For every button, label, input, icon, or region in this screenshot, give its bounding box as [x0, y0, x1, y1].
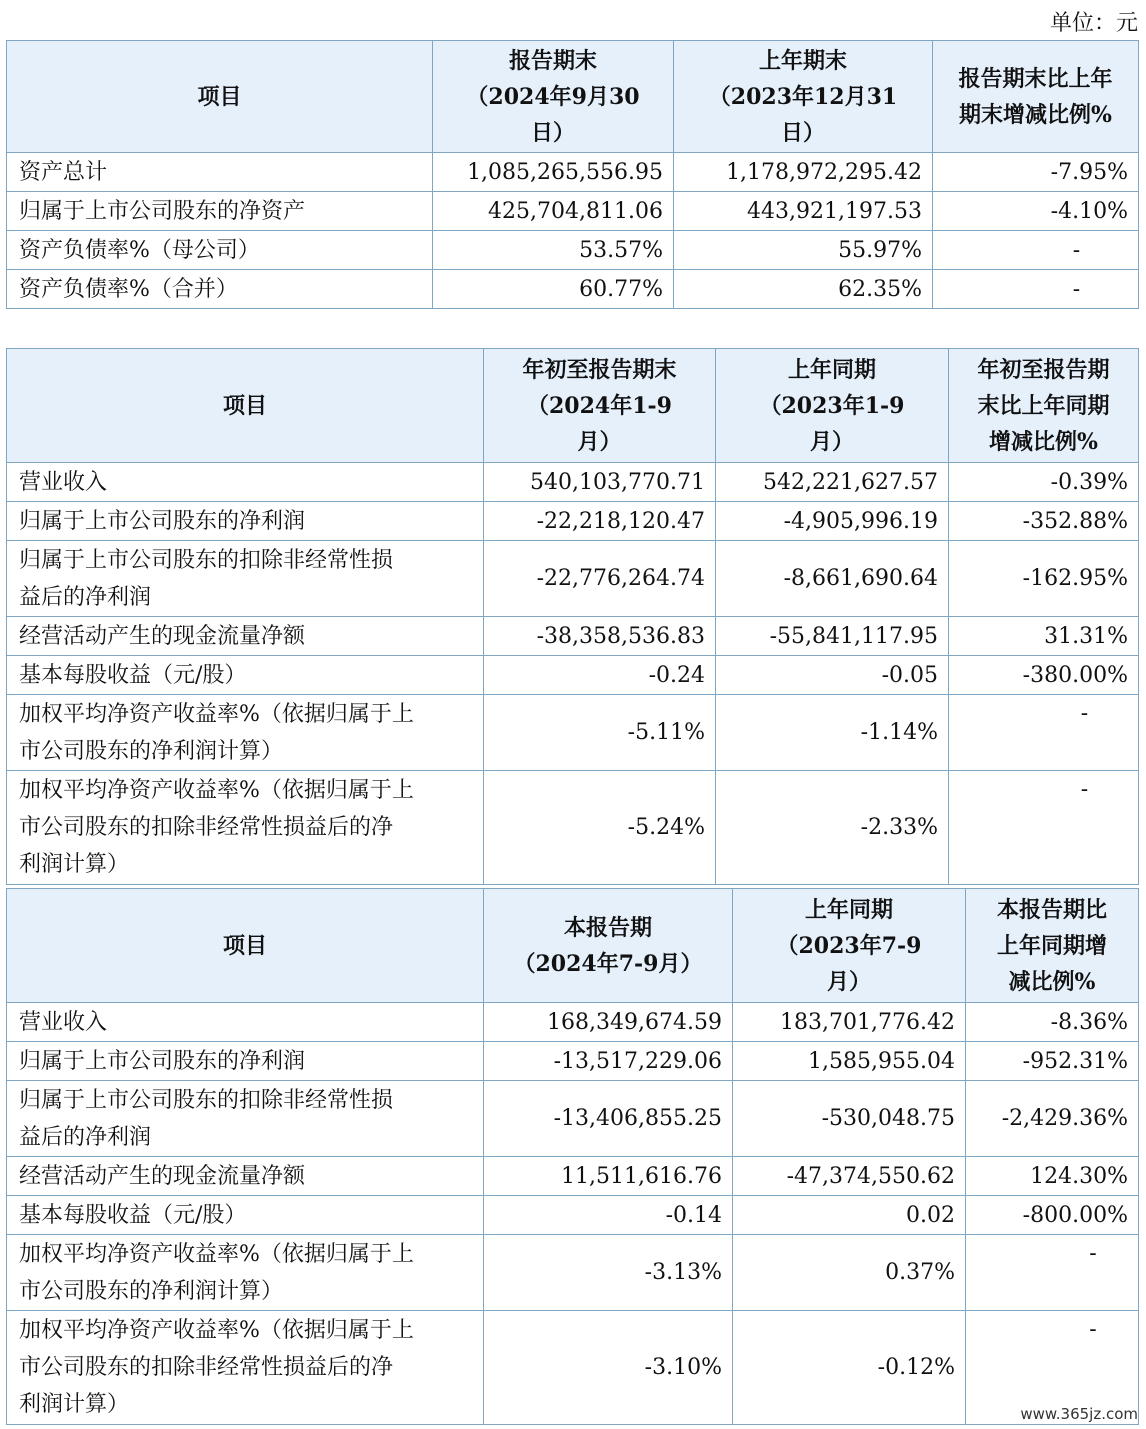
table-row	[7, 1157, 1139, 1196]
row-label	[7, 1081, 484, 1157]
value-prior: 62.35%	[674, 270, 933, 309]
change-pct: -162.95%	[949, 541, 1139, 617]
value-prior: 1,585,955.04	[733, 1042, 966, 1081]
change-pct: -8.36%	[966, 1003, 1139, 1042]
change-pct: -	[966, 1311, 1139, 1425]
column-header-line: 年初至报告期末	[522, 356, 677, 383]
row-label	[7, 656, 484, 695]
column-header-line: 上年同期增	[996, 932, 1107, 959]
value-prior: 1,178,972,295.42	[674, 153, 933, 192]
row-label	[7, 1157, 484, 1196]
column-header-line: 报告期末	[508, 47, 597, 74]
change-pct: -	[949, 695, 1139, 771]
column-header-line: （2023年7-9	[776, 932, 922, 959]
column-header-line: 增减比例%	[989, 428, 1098, 455]
change-pct: 124.30%	[966, 1157, 1139, 1196]
change-pct: -2,429.36%	[966, 1081, 1139, 1157]
value-prior: -55,841,117.95	[716, 617, 949, 656]
table-row	[7, 695, 1139, 771]
table-row	[7, 1003, 1139, 1042]
row-label-line: 经营活动产生的现金流量净额	[19, 1163, 306, 1189]
column-header-line: （2024年1-9	[527, 392, 672, 419]
value-prior: -0.05	[716, 656, 949, 695]
column-header-line: 上年同期	[804, 896, 893, 923]
column-header-line: （2024年7-9月）	[513, 950, 703, 977]
value-prior: 0.02	[733, 1196, 966, 1235]
row-label-line: 归属于上市公司股东的扣除非经常性损	[19, 547, 394, 573]
row-label	[7, 502, 484, 541]
table-row	[7, 771, 1139, 885]
change-pct: -	[949, 771, 1139, 885]
unit-label: 单位：元	[1049, 11, 1138, 36]
row-label	[7, 771, 484, 885]
row-label	[7, 1311, 484, 1425]
value-prior: 183,701,776.42	[733, 1003, 966, 1042]
row-label	[7, 1196, 484, 1235]
row-label-line: 加权平均净资产收益率%（依据归属于上	[19, 1318, 414, 1343]
value-current: -38,358,536.83	[484, 617, 716, 656]
value-current: -22,776,264.74	[484, 541, 716, 617]
table-row	[7, 1235, 1139, 1311]
ytd-income-table	[6, 348, 1139, 885]
balance-table	[6, 40, 1139, 309]
quarter-income-table	[6, 888, 1139, 1425]
value-current: 1,085,265,556.95	[433, 153, 674, 192]
row-label-line: 市公司股东的扣除非经常性损益后的净	[19, 815, 394, 840]
row-label	[7, 463, 484, 502]
table-row	[7, 541, 1139, 617]
column-header-line: 减比例%	[1008, 968, 1096, 995]
value-current: 540,103,770.71	[484, 463, 716, 502]
column-header	[966, 889, 1139, 1003]
value-prior: 443,921,197.53	[674, 192, 933, 231]
value-current: -22,218,120.47	[484, 502, 716, 541]
value-current: -0.14	[484, 1196, 733, 1235]
value-current: -3.10%	[484, 1311, 733, 1425]
row-label-line: 基本每股收益（元/股）	[19, 1202, 247, 1228]
row-label: 资产负债率%（合并）	[7, 270, 433, 309]
change-pct: -	[933, 270, 1139, 309]
value-prior: -530,048.75	[733, 1081, 966, 1157]
change-pct: -800.00%	[966, 1196, 1139, 1235]
row-label	[7, 617, 484, 656]
row-label	[7, 1003, 484, 1042]
value-prior: -8,661,690.64	[716, 541, 949, 617]
value-prior: 0.37%	[733, 1235, 966, 1311]
value-prior: -4,905,996.19	[716, 502, 949, 541]
value-prior: -1.14%	[716, 695, 949, 771]
table-row	[7, 1042, 1139, 1081]
row-label-line: 加权平均净资产收益率%（依据归属于上	[19, 701, 414, 727]
column-header	[433, 41, 674, 153]
row-label-line: 营业收入	[19, 469, 108, 495]
table-header-row	[7, 41, 1139, 153]
column-header	[7, 349, 484, 463]
column-header-line: 项目	[197, 83, 242, 110]
column-header-line: 月）	[577, 428, 622, 455]
row-label-line: 益后的净利润	[19, 1124, 152, 1150]
value-current: -0.24	[484, 656, 716, 695]
change-pct: -952.31%	[966, 1042, 1139, 1081]
row-label	[7, 695, 484, 771]
row-label-line: 归属于上市公司股东的净利润	[19, 1048, 306, 1074]
table-row	[7, 153, 1139, 192]
column-header-line: 日）	[780, 119, 825, 146]
column-header-line: 项目	[222, 392, 267, 419]
value-current: -13,517,229.06	[484, 1042, 733, 1081]
row-label-line: 基本每股收益（元/股）	[19, 662, 247, 688]
table-row	[7, 1196, 1139, 1235]
table-row	[7, 1311, 1139, 1425]
row-label-line: 益后的净利润	[19, 584, 152, 610]
value-prior: -47,374,550.62	[733, 1157, 966, 1196]
column-header-line: 月）	[826, 968, 871, 995]
column-header-line: 日）	[530, 119, 575, 146]
row-label-line: 市公司股东的净利润计算）	[19, 738, 284, 764]
value-current: -5.11%	[484, 695, 716, 771]
value-current: 425,704,811.06	[433, 192, 674, 231]
table-header-row	[7, 349, 1139, 463]
column-header-line: （2024年9月30	[466, 83, 640, 110]
column-header-line: 末比上年同期	[977, 392, 1110, 419]
column-header-line: 报告期末比上年	[958, 65, 1113, 92]
column-header	[716, 349, 949, 463]
value-current: 53.57%	[433, 231, 674, 270]
column-header	[7, 889, 484, 1003]
column-header-line: 上年同期	[787, 356, 876, 383]
change-pct: -352.88%	[949, 502, 1139, 541]
value-prior: 542,221,627.57	[716, 463, 949, 502]
row-label	[7, 1042, 484, 1081]
column-header	[733, 889, 966, 1003]
column-header	[484, 889, 733, 1003]
column-header	[949, 349, 1139, 463]
table-row	[7, 502, 1139, 541]
table-row	[7, 192, 1139, 231]
row-label-line: 加权平均净资产收益率%（依据归属于上	[19, 1241, 414, 1267]
watermark: www.365jz.com	[1020, 1405, 1138, 1423]
value-current: -3.13%	[484, 1235, 733, 1311]
row-label-line: 利润计算）	[19, 1392, 130, 1417]
row-label-line: 市公司股东的净利润计算）	[19, 1278, 284, 1304]
table-row	[7, 1081, 1139, 1157]
column-header-line: 项目	[222, 932, 267, 959]
column-header	[484, 349, 716, 463]
change-pct: -7.95%	[933, 153, 1139, 192]
row-label-line: 加权平均净资产收益率%（依据归属于上	[19, 778, 414, 803]
change-pct: -	[933, 231, 1139, 270]
column-header	[933, 41, 1139, 153]
column-header-line: （2023年12月31	[708, 83, 898, 110]
table-row	[7, 270, 1139, 309]
row-label	[7, 541, 484, 617]
column-header-line: 期末增减比例%	[959, 101, 1112, 128]
row-label-line: 归属于上市公司股东的净利润	[19, 508, 306, 534]
row-label-line: 利润计算）	[19, 852, 130, 877]
table-row	[7, 617, 1139, 656]
column-header	[7, 41, 433, 153]
column-header-line: 本报告期	[563, 914, 652, 941]
column-header-line: 月）	[809, 428, 854, 455]
row-label	[7, 1235, 484, 1311]
column-header-line: 年初至报告期	[977, 356, 1110, 383]
row-label: 资产总计	[7, 153, 433, 192]
value-current: 60.77%	[433, 270, 674, 309]
value-current: -13,406,855.25	[484, 1081, 733, 1157]
table-row	[7, 463, 1139, 502]
value-prior: -2.33%	[716, 771, 949, 885]
change-pct: -380.00%	[949, 656, 1139, 695]
row-label-line: 归属于上市公司股东的扣除非经常性损	[19, 1087, 394, 1113]
row-label-line: 营业收入	[19, 1009, 108, 1035]
column-header	[674, 41, 933, 153]
value-current: 168,349,674.59	[484, 1003, 733, 1042]
row-label-line: 市公司股东的扣除非经常性损益后的净	[19, 1355, 394, 1380]
change-pct: 31.31%	[949, 617, 1139, 656]
value-prior: -0.12%	[733, 1311, 966, 1425]
table-row	[7, 656, 1139, 695]
column-header-line: 上年期末	[758, 47, 847, 74]
table-row	[7, 231, 1139, 270]
row-label-line: 经营活动产生的现金流量净额	[19, 623, 306, 649]
change-pct: -4.10%	[933, 192, 1139, 231]
value-current: -5.24%	[484, 771, 716, 885]
column-header-line: 本报告期比	[996, 896, 1107, 923]
row-label: 资产负债率%（母公司）	[7, 231, 433, 270]
value-current: 11,511,616.76	[484, 1157, 733, 1196]
change-pct: -0.39%	[949, 463, 1139, 502]
table-header-row	[7, 889, 1139, 1003]
change-pct: -	[966, 1235, 1139, 1311]
column-header-line: （2023年1-9	[759, 392, 905, 419]
value-prior: 55.97%	[674, 231, 933, 270]
row-label: 归属于上市公司股东的净资产	[7, 192, 433, 231]
